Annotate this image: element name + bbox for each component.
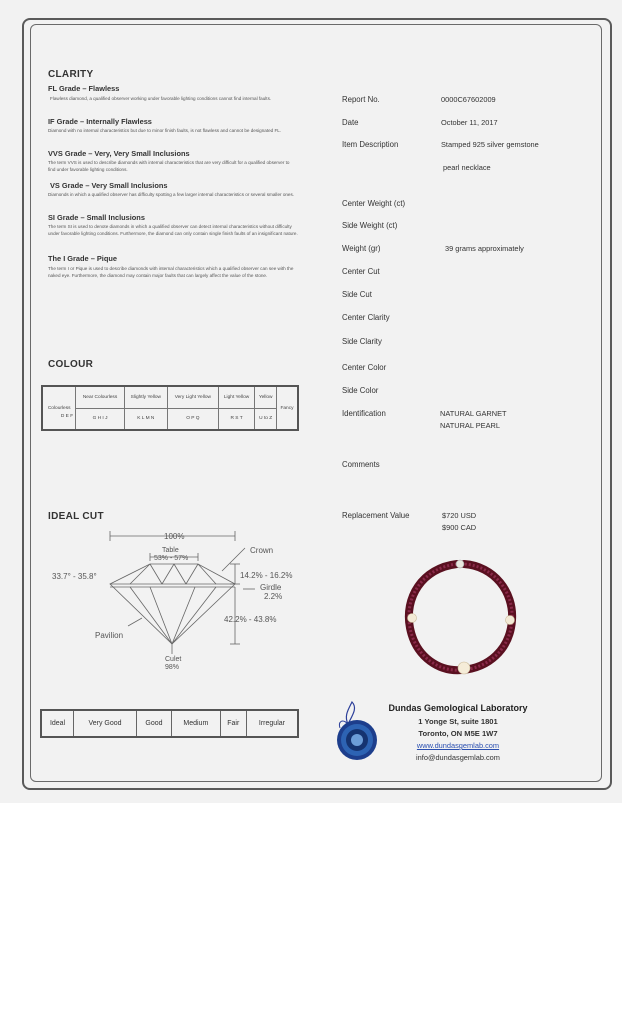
grade-if-desc: Diamond with no internal characteristics but due to minor finish faults, is not flawless and cannot be designated FL. bbox=[48, 128, 282, 133]
grade-si-title: SI Grade – Small Inclusions bbox=[48, 213, 145, 222]
grade-vs-title: VS Grade – Very Small Inclusions bbox=[50, 181, 168, 190]
date-value: October 11, 2017 bbox=[441, 118, 498, 127]
crown-angle-label: 33.7° - 35.8° bbox=[52, 572, 97, 581]
cut-grade-cell: Irregular bbox=[246, 710, 298, 737]
replacement-value-label: Replacement Value bbox=[342, 511, 410, 520]
lab-contact-block bbox=[373, 703, 543, 762]
colour-grade-table bbox=[41, 385, 299, 431]
item-description-label: Item Description bbox=[342, 140, 399, 149]
side-weight-label: Side Weight (ct) bbox=[342, 221, 398, 230]
report-no-value: 0000C67602009 bbox=[441, 95, 496, 104]
lab-address-1: 1 Yonge St, suite 1801 bbox=[418, 717, 498, 726]
necklace-photo bbox=[402, 558, 522, 678]
lab-email[interactable]: info@dundasgemlab.com bbox=[416, 753, 500, 762]
colour-header: Near Colourless bbox=[76, 386, 124, 408]
colour-header: Fancy bbox=[276, 386, 298, 430]
report-no-label: Report No. bbox=[342, 95, 380, 104]
culet-label: Culet bbox=[165, 656, 182, 663]
grade-fl-desc: Flawless diamond, a qualified observer working under favorable lighting conditions cannot find internal faults. bbox=[50, 96, 272, 101]
side-clarity-label: Side Clarity bbox=[342, 337, 382, 346]
colour-header: Colourless bbox=[42, 386, 76, 430]
grade-vvs-title: VVS Grade – Very, Very Small Inclusions bbox=[48, 149, 190, 158]
cut-grade-cell: Fair bbox=[220, 710, 246, 737]
weight-value: 39 grams approximately bbox=[445, 244, 524, 253]
center-clarity-label: Center Clarity bbox=[342, 313, 390, 322]
table-range-label: 53% - 57% bbox=[154, 555, 189, 562]
item-description-value-2: pearl necklace bbox=[443, 163, 491, 172]
cut-grade-cell: Medium bbox=[172, 710, 221, 737]
side-cut-label: Side Cut bbox=[342, 290, 372, 299]
culet-value-label: 98% bbox=[165, 664, 180, 671]
weight-label: Weight (gr) bbox=[342, 244, 381, 253]
replacement-value-cad: $900 CAD bbox=[442, 523, 477, 532]
total-width-label: 100% bbox=[164, 532, 185, 541]
colour-code: R S T bbox=[218, 408, 255, 430]
clarity-title: CLARITY bbox=[48, 69, 94, 80]
cut-grade-cell: Very Good bbox=[74, 710, 137, 737]
date-label: Date bbox=[342, 118, 359, 127]
pavilion-depth-label: 42.2% - 43.8% bbox=[224, 615, 277, 624]
lab-name: Dundas Gemological Laboratory bbox=[388, 703, 528, 713]
pavilion-label: Pavilion bbox=[95, 631, 124, 640]
identification-value-2: NATURAL PEARL bbox=[440, 421, 500, 430]
ideal-cut-title: IDEAL CUT bbox=[48, 511, 104, 522]
girdle-label: Girdle bbox=[260, 583, 282, 592]
cut-grade-cell: Ideal bbox=[41, 710, 74, 737]
crown-height-label: 14.2% - 16.2% bbox=[240, 571, 293, 580]
center-weight-label: Center Weight (ct) bbox=[342, 199, 406, 208]
replacement-value-usd: $720 USD bbox=[442, 511, 477, 520]
center-color-label: Center Color bbox=[342, 363, 387, 372]
colour-code: O P Q bbox=[167, 408, 218, 430]
colour-code: K L M N bbox=[124, 408, 167, 430]
item-description-value: Stamped 925 silver gemstone bbox=[441, 140, 539, 149]
colour-header: Light Yellow bbox=[218, 386, 255, 408]
identification-label: Identification bbox=[342, 409, 386, 418]
colour-header: Slightly Yellow bbox=[124, 386, 167, 408]
colour-header: Yellow bbox=[255, 386, 277, 408]
colour-title: COLOUR bbox=[48, 359, 94, 370]
side-color-label: Side Color bbox=[342, 386, 379, 395]
cut-grade-table bbox=[40, 709, 299, 738]
lab-website-link[interactable]: www.dundasgemlab.com bbox=[416, 741, 500, 750]
center-cut-label: Center Cut bbox=[342, 267, 380, 276]
comments-label: Comments bbox=[342, 460, 380, 469]
grade-vs-desc: Diamonds in which a qualified observer has difficulty spotting a few larger internal characteristics or several smaller ones. bbox=[48, 192, 295, 197]
cut-grade-cell: Good bbox=[136, 710, 171, 737]
colour-code: U to Z bbox=[255, 408, 277, 430]
girdle-value-label: 2.2% bbox=[264, 592, 283, 601]
colour-code: D E F bbox=[60, 414, 74, 419]
identification-value: NATURAL GARNET bbox=[440, 409, 507, 418]
grade-if-title: IF Grade – Internally Flawless bbox=[48, 117, 152, 126]
colour-header: Very Light Yellow bbox=[167, 386, 218, 408]
table-label: Table bbox=[162, 547, 179, 554]
colour-code: G H I J bbox=[76, 408, 124, 430]
crown-label: Crown bbox=[250, 546, 274, 555]
grade-i-title: The I Grade – Pique bbox=[48, 254, 117, 263]
grade-vvs-desc: The term VVS is used to describe diamonds with internal characteristics that are very difficult for a qualified observer to find under favorable lighting conditions. bbox=[48, 160, 290, 172]
lab-address-2: Toronto, ON M5E 1W7 bbox=[418, 729, 498, 738]
grade-si-desc: The term SI is used to denote diamonds in which a qualified observer can detect internal characteristics without difficulty under favorable lighting conditions. Furthermore, the diamond can only contain single finish faults of an insignificant nature. bbox=[48, 224, 298, 236]
diamond-proportions-diagram bbox=[50, 526, 310, 676]
grade-fl-title: FL Grade – Flawless bbox=[48, 84, 120, 93]
grade-i-desc: The term I or Pique is used to describe diamonds with internal characteristics which a qualified observer can see with the naked eye. Furthermore, the diamond may contain major faults that can largely affect the value of the stone. bbox=[48, 266, 294, 278]
